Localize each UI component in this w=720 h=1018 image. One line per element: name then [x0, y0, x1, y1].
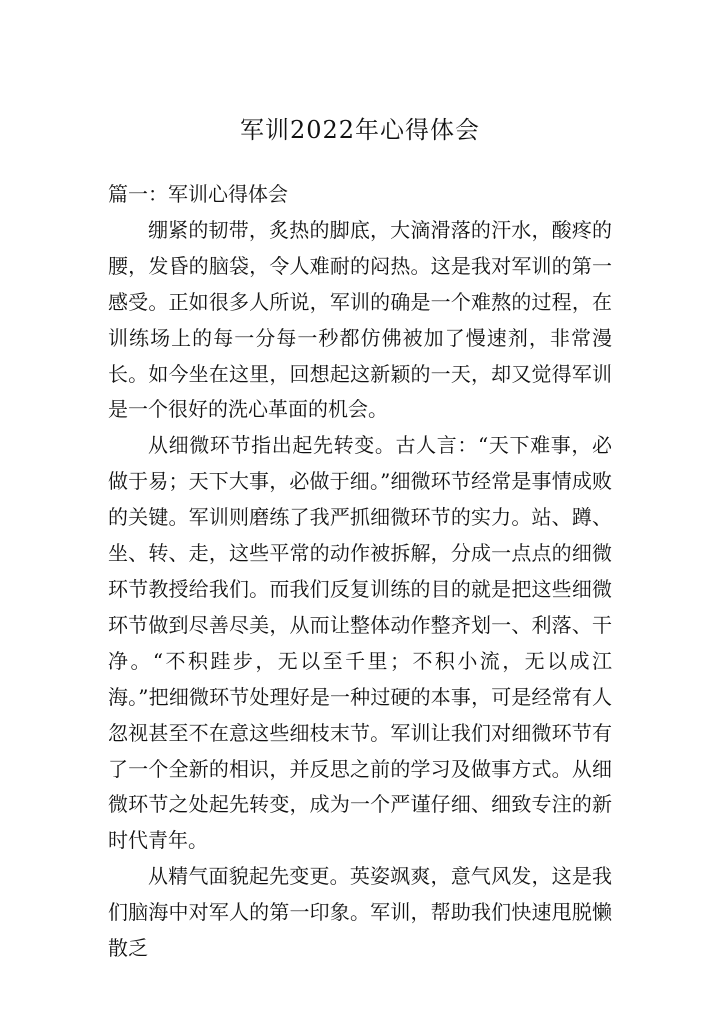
paragraph-3: 从精气面貌起先变更。英姿飒爽，意气风发，这是我们脑海中对军人的第一印象。军训，帮助我们快速甩脱懒散乏 — [108, 864, 612, 961]
paragraph-2: 从细微环节指出起先转变。古人言：“天下难事，必做于易；天下大事，必做于细。”细微环节经常是事情成败的关键。军训则磨练了我严抓细微环节的实力。站、蹲、坐、转、走，这些平常的动作被拆解，分成一点点的细微环节教授给我们。而我们反复训练的目的就是把这些细微环节做到尽善尽美，从而让整体动作整齐划一、利落、干净。“不积跬步，无以至千里；不积小流，无以成江海。”把细微环节处理好是一种过硬的本事，可是经常有人忽视甚至不在意这些细枝末节。军训让我们对细微环节有了一个全新的相识，并反思之前的学习及做事方式。从细微环节之处起先转变，成为一个严谨仔细、细致专注的新时代青年。 — [108, 433, 612, 853]
document-title: 军训2022年心得体会 — [239, 116, 481, 144]
document-body — [108, 177, 612, 967]
section-heading: 篇一：军训心得体会 — [108, 182, 288, 206]
paragraph-1: 绷紧的韧带，炙热的脚底，大滴滑落的汗水，酸疼的腰，发昏的脑袋，令人难耐的闷热。这是我对军训的第一感受。正如很多人所说，军训的确是一个难熬的过程，在训练场上的每一分每一秒都仿佛被加了慢速剂，非常漫长。如今坐在这里，回想起这新颖的一天，却又觉得军训是一个很好的洗心革面的机会。 — [108, 217, 612, 422]
